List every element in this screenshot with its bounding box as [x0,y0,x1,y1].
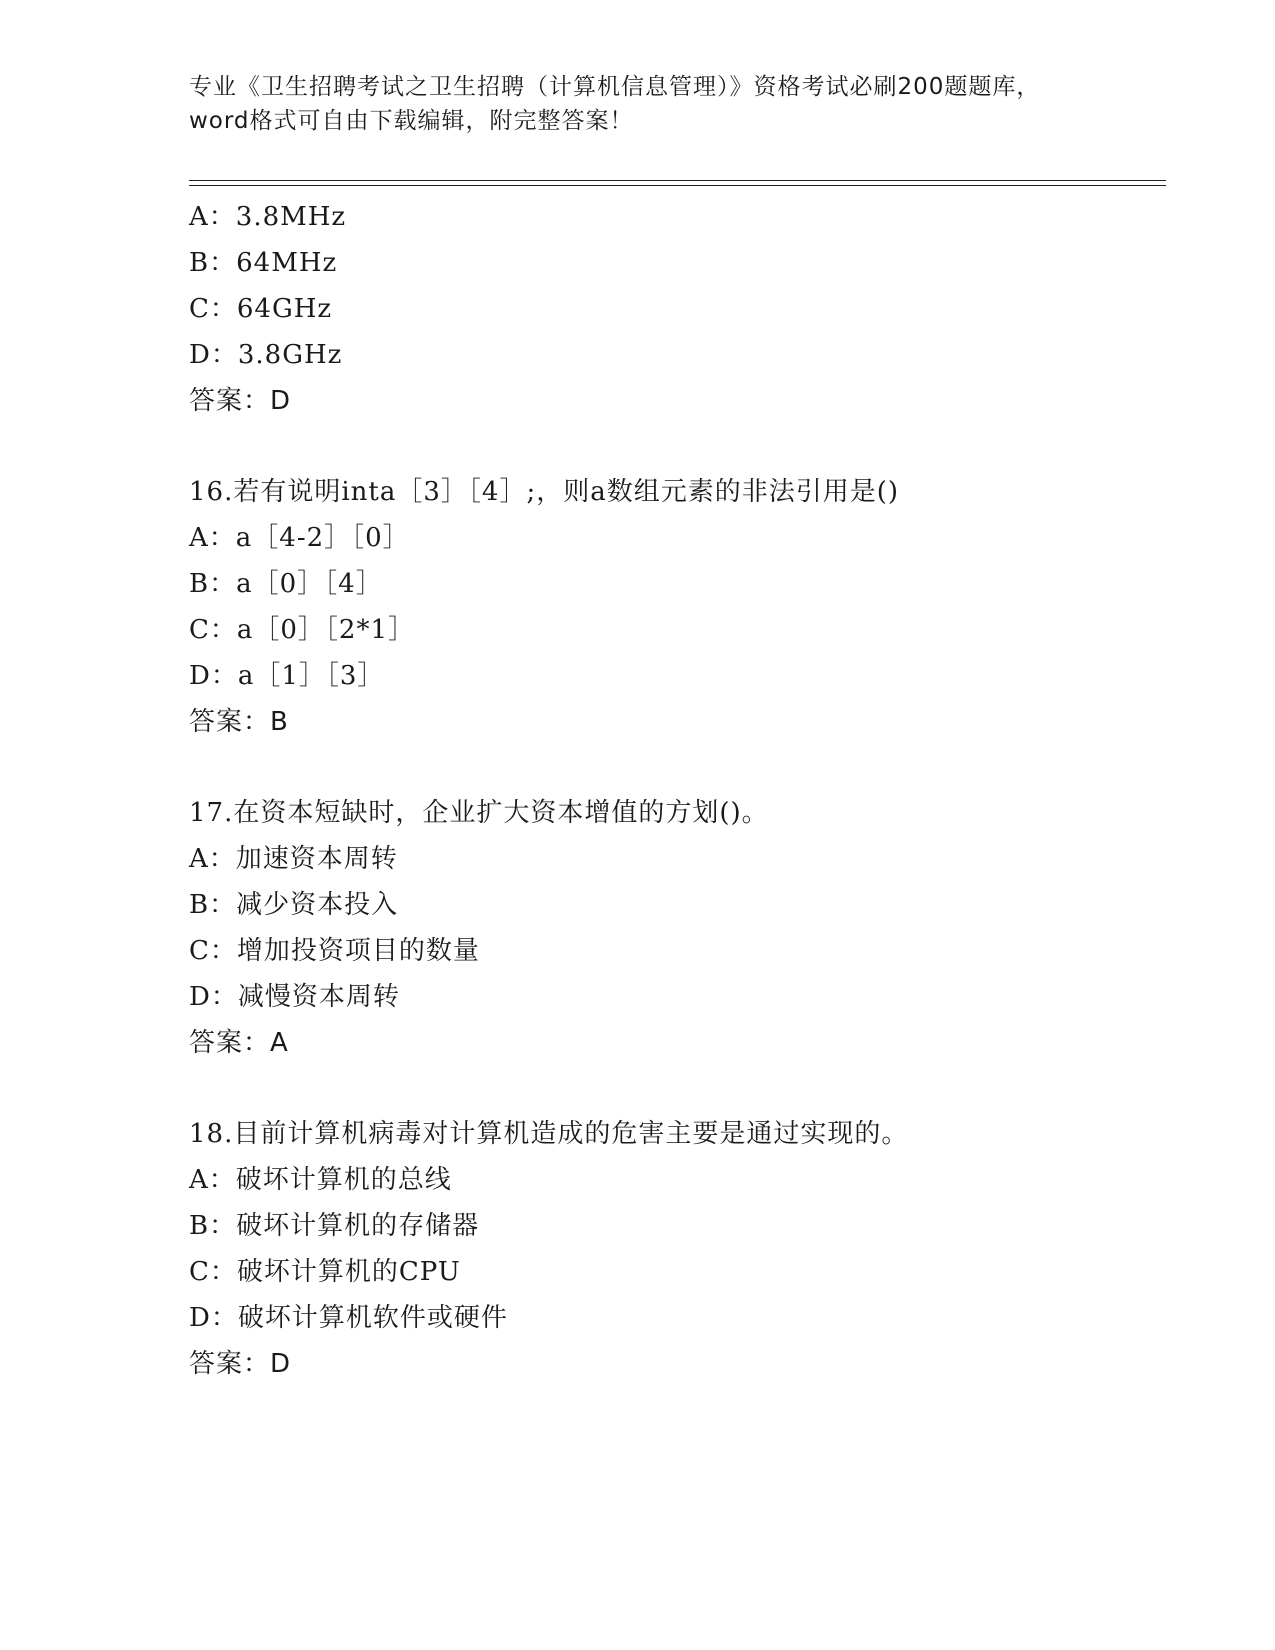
question-15-continued [189,194,1169,424]
option-d: D：3.8GHz [189,340,343,370]
option-a: A：破坏计算机的总线 [189,1165,452,1195]
question-list [189,194,1169,1387]
document-header [189,70,1089,138]
option-c: C：破坏计算机的CPU [189,1257,461,1287]
option-c: C：64GHz [189,294,333,324]
option-a: A：a［4-2］［0］ [189,523,410,553]
option-b: B：64MHz [189,248,338,278]
answer-line: 答案：B [189,707,289,737]
header-divider-top [189,180,1166,181]
option-a: A：加速资本周转 [189,844,398,874]
option-d: D：减慢资本周转 [189,982,400,1012]
header-title-line-1: 专业《卫生招聘考试之卫生招聘（计算机信息管理）》资格考试必刷200题题库， [189,74,1041,100]
question-18 [189,1111,1169,1387]
option-d: D：a［1］［3］ [189,661,385,691]
header-title-line-2: word格式可自由下载编辑，附完整答案！ [189,108,634,134]
header-divider-bottom [189,185,1166,186]
answer-line: 答案：D [189,1349,292,1379]
spacer [189,424,1169,469]
question-17 [189,790,1169,1066]
option-c: C：增加投资项目的数量 [189,936,480,966]
option-b: B：a［0］［4］ [189,569,383,599]
spacer [189,1066,1169,1111]
option-b: B：破坏计算机的存储器 [189,1211,480,1241]
option-c: C：a［0］［2*1］ [189,615,416,645]
question-text: 16.若有说明inta［3］［4］;，则a数组元素的非法引用是() [189,477,899,507]
option-a: A：3.8MHz [189,202,347,232]
answer-line: 答案：D [189,386,292,416]
answer-line: 答案：A [189,1028,289,1058]
spacer [189,745,1169,790]
question-text: 17.在资本短缺时，企业扩大资本增值的方划()。 [189,798,769,828]
option-d: D：破坏计算机软件或硬件 [189,1303,508,1333]
question-16 [189,469,1169,745]
option-b: B：减少资本投入 [189,890,399,920]
question-text: 18.目前计算机病毒对计算机造成的危害主要是通过实现的。 [189,1119,909,1149]
